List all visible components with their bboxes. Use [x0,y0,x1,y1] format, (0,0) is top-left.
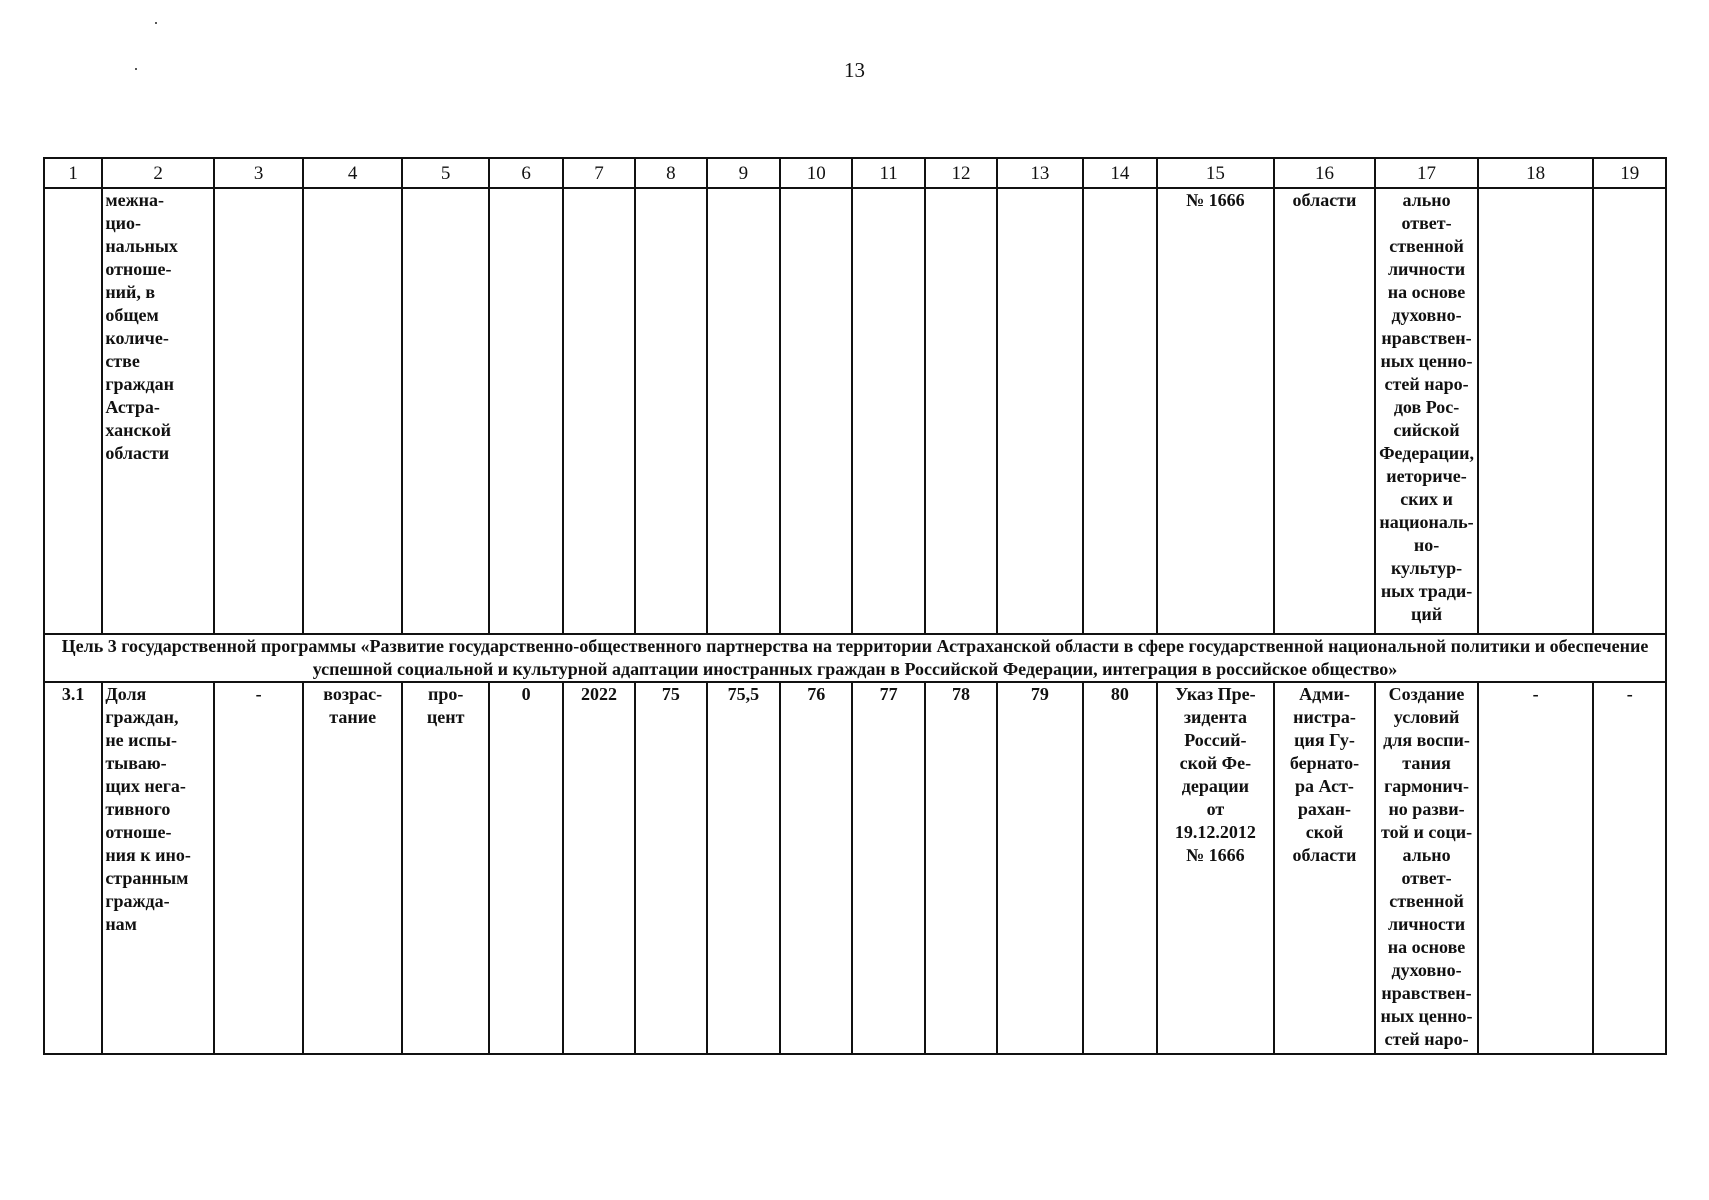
column-header: 6 [489,158,562,188]
goal-3-row [44,634,1666,682]
table-cell [925,188,997,634]
column-header: 4 [303,158,402,188]
column-header: 13 [997,158,1082,188]
responsible-body-cell: Адми- нистра- ция Гу- бернато- ра Аст- рахан- ской области [1274,682,1376,1054]
value-cell: 80 [1083,682,1157,1054]
column-header: 7 [563,158,635,188]
table-cell: - [214,682,303,1054]
column-header: 14 [1083,158,1157,188]
legal-basis-cell: Указ Пре- зидента Россий- ской Фе- дерации от 19.12.2012 № 1666 [1157,682,1274,1054]
value-cell: 75,5 [707,682,780,1054]
table-row-3-1 [44,682,1666,1054]
table-cell [707,188,780,634]
table-cell [303,188,402,634]
page-number: 13 [844,58,865,82]
table-cell: - [1478,682,1594,1054]
value-cell: 77 [852,682,924,1054]
table-row-continued [44,188,1666,634]
table-cell [563,188,635,634]
table-cell [1478,188,1594,634]
scan-speck [135,68,137,70]
table-cell [852,188,924,634]
unit-cell: про- цент [402,682,489,1054]
column-header: 17 [1375,158,1478,188]
column-header: 9 [707,158,780,188]
scan-speck [155,22,157,24]
trend-cell: возрас- тание [303,682,402,1054]
column-number-row [44,158,1666,188]
indicator-name-cell: межна- цио- нальных отноше- ний, в общем количе- стве граждан Астра- ханской области [102,188,214,634]
goal-link-cell: Создание условий для воспи- тания гармонич- но разви- той и соци- ально ответ- ственной личности на основе духовно- нравствен- ных ценно- стей наро- [1375,682,1478,1054]
indicators-table [43,157,1667,1055]
column-header: 15 [1157,158,1274,188]
column-header: 16 [1274,158,1376,188]
column-header: 12 [925,158,997,188]
table-cell [1593,188,1666,634]
indicator-name-cell: Доля граждан, не испы- тываю- щих нега- тивного отноше- ния к ино- странным гражда- нам [102,682,214,1054]
table-cell [489,188,562,634]
column-header: 18 [1478,158,1594,188]
column-header: 1 [44,158,102,188]
table-cell: - [1593,682,1666,1054]
column-header: 10 [780,158,852,188]
responsible-body-cell: области [1274,188,1376,634]
value-cell: 76 [780,682,852,1054]
value-cell: 79 [997,682,1082,1054]
table-cell [44,188,102,634]
table-cell [1083,188,1157,634]
column-header: 2 [102,158,214,188]
table-cell [635,188,706,634]
legal-basis-cell: № 1666 [1157,188,1274,634]
goal-3-heading: Цель 3 государственной программы «Развитие государственно-общественного партнерства на территории Астраханской области в сфере государственной национальной политики и обеспечение успешной социальной и культурной адаптации иностранных граждан в Российской Федерации, интеграция в российское общество» [44,634,1666,682]
table-cell [780,188,852,634]
column-header: 11 [852,158,924,188]
value-cell: 78 [925,682,997,1054]
column-header: 3 [214,158,303,188]
goal-link-cell: ально ответ- ственной личности на основе духовно- нравствен- ных ценно- стей наро- дов Рос- сийской Федерации, иеториче- ских и националь- но- культур- ных тради- ций [1375,188,1478,634]
table-cell [997,188,1082,634]
table-cell [214,188,303,634]
base-year-cell: 2022 [563,682,635,1054]
row-number-cell: 3.1 [44,682,102,1054]
table-cell [402,188,489,634]
base-value-cell: 0 [489,682,562,1054]
value-cell: 75 [635,682,706,1054]
column-header: 5 [402,158,489,188]
column-header: 8 [635,158,706,188]
column-header: 19 [1593,158,1666,188]
